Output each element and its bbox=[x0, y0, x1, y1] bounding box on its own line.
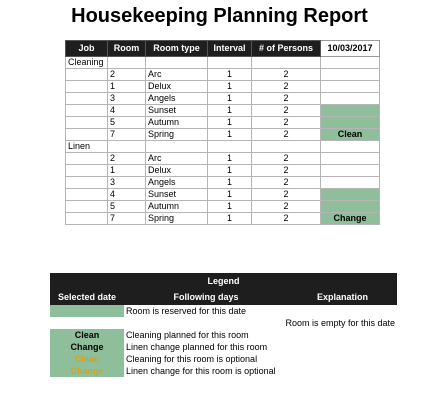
room-type-cell: Autumn bbox=[146, 201, 208, 213]
job-cell bbox=[66, 117, 108, 129]
planning-table bbox=[65, 40, 380, 225]
persons-cell: 2 bbox=[252, 201, 321, 213]
persons-cell: 2 bbox=[252, 117, 321, 129]
room-cell: 1 bbox=[108, 165, 146, 177]
room-cell: 7 bbox=[108, 129, 146, 141]
date-status-cell[interactable] bbox=[321, 153, 380, 165]
room-type-cell: Spring bbox=[146, 213, 208, 225]
empty-cell bbox=[108, 57, 146, 69]
table-row bbox=[66, 189, 380, 201]
table-body bbox=[66, 57, 380, 225]
interval-cell: 1 bbox=[208, 213, 252, 225]
empty-cell bbox=[208, 57, 252, 69]
interval-cell: 1 bbox=[208, 201, 252, 213]
room-cell: 1 bbox=[108, 81, 146, 93]
date-status-cell[interactable] bbox=[321, 93, 380, 105]
header-date: 10/03/2017 bbox=[321, 41, 380, 57]
table-row bbox=[66, 117, 380, 129]
persons-cell: 2 bbox=[252, 129, 321, 141]
table-row bbox=[66, 165, 380, 177]
interval-cell: 1 bbox=[208, 165, 252, 177]
interval-cell: 1 bbox=[208, 153, 252, 165]
group-label: Linen bbox=[66, 141, 108, 153]
header-interval: Interval bbox=[208, 41, 252, 57]
job-cell bbox=[66, 213, 108, 225]
empty-cell bbox=[252, 141, 321, 153]
header-room-type: Room type bbox=[146, 41, 208, 57]
legend-swatch: Clean bbox=[50, 353, 124, 365]
empty-cell bbox=[146, 141, 208, 153]
date-status-cell[interactable] bbox=[321, 177, 380, 189]
date-status-cell[interactable] bbox=[321, 117, 380, 129]
job-cell bbox=[66, 69, 108, 81]
empty-cell bbox=[252, 57, 321, 69]
room-cell: 3 bbox=[108, 177, 146, 189]
legend-row bbox=[50, 329, 397, 341]
table-row bbox=[66, 213, 380, 225]
interval-cell: 1 bbox=[208, 93, 252, 105]
room-type-cell: Spring bbox=[146, 129, 208, 141]
table-row bbox=[66, 69, 380, 81]
persons-cell: 2 bbox=[252, 189, 321, 201]
job-cell bbox=[66, 105, 108, 117]
room-cell: 7 bbox=[108, 213, 146, 225]
interval-cell: 1 bbox=[208, 69, 252, 81]
legend-swatch bbox=[50, 305, 124, 317]
empty-cell bbox=[108, 141, 146, 153]
group-row bbox=[66, 57, 380, 69]
legend-col-selected: Selected date bbox=[50, 289, 124, 305]
room-cell: 5 bbox=[108, 117, 146, 129]
room-type-cell: Sunset bbox=[146, 105, 208, 117]
date-status-cell[interactable]: Change bbox=[321, 213, 380, 225]
legend-swatch: Clean bbox=[50, 329, 124, 341]
interval-cell: 1 bbox=[208, 117, 252, 129]
empty-cell bbox=[208, 141, 252, 153]
persons-cell: 2 bbox=[252, 153, 321, 165]
persons-cell: 2 bbox=[252, 177, 321, 189]
legend-swatch: Change bbox=[50, 341, 124, 353]
job-cell bbox=[66, 93, 108, 105]
legend-row bbox=[50, 305, 397, 317]
legend-text: Linen change planned for this room bbox=[126, 342, 268, 352]
interval-cell: 1 bbox=[208, 189, 252, 201]
report-title: Housekeeping Planning Report bbox=[71, 5, 368, 27]
legend-text: Linen change for this room is optional bbox=[126, 366, 276, 376]
group-label: Cleaning bbox=[66, 57, 108, 69]
table-row bbox=[66, 81, 380, 93]
room-type-cell: Angels bbox=[146, 177, 208, 189]
legend-row bbox=[50, 317, 397, 329]
persons-cell: 2 bbox=[252, 69, 321, 81]
room-type-cell: Delux bbox=[146, 81, 208, 93]
room-type-cell: Autumn bbox=[146, 117, 208, 129]
table-row bbox=[66, 153, 380, 165]
header-job: Job bbox=[66, 41, 108, 57]
empty-cell bbox=[146, 57, 208, 69]
empty-cell bbox=[321, 141, 380, 153]
table-header-row bbox=[66, 41, 380, 57]
room-cell: 2 bbox=[108, 69, 146, 81]
legend-text: Room is reserved for this date bbox=[126, 306, 247, 316]
table-row bbox=[66, 105, 380, 117]
persons-cell: 2 bbox=[252, 213, 321, 225]
date-status-cell[interactable] bbox=[321, 81, 380, 93]
legend-text: Room is empty for this date bbox=[285, 318, 395, 328]
room-cell: 2 bbox=[108, 153, 146, 165]
empty-cell bbox=[321, 57, 380, 69]
table-row bbox=[66, 129, 380, 141]
persons-cell: 2 bbox=[252, 165, 321, 177]
job-cell bbox=[66, 129, 108, 141]
room-cell: 4 bbox=[108, 105, 146, 117]
date-status-cell[interactable] bbox=[321, 105, 380, 117]
date-status-cell[interactable] bbox=[321, 201, 380, 213]
table-row bbox=[66, 93, 380, 105]
persons-cell: 2 bbox=[252, 93, 321, 105]
legend-row bbox=[50, 365, 397, 377]
legend-col-following: Following days bbox=[124, 289, 288, 305]
date-status-cell[interactable]: Clean bbox=[321, 129, 380, 141]
legend-text: Cleaning planned for this room bbox=[126, 330, 249, 340]
table-row bbox=[66, 177, 380, 189]
legend-row bbox=[50, 353, 397, 365]
persons-cell: 2 bbox=[252, 81, 321, 93]
interval-cell: 1 bbox=[208, 105, 252, 117]
room-cell: 3 bbox=[108, 93, 146, 105]
legend-body bbox=[50, 305, 397, 377]
interval-cell: 1 bbox=[208, 177, 252, 189]
interval-cell: 1 bbox=[208, 81, 252, 93]
date-status-cell[interactable] bbox=[321, 189, 380, 201]
job-cell bbox=[66, 189, 108, 201]
legend-text: Cleaning for this room is optional bbox=[126, 354, 258, 364]
header-persons: # of Persons bbox=[252, 41, 321, 57]
date-status-cell[interactable] bbox=[321, 69, 380, 81]
header-room: Room bbox=[108, 41, 146, 57]
room-type-cell: Angels bbox=[146, 93, 208, 105]
date-status-cell[interactable] bbox=[321, 165, 380, 177]
room-cell: 4 bbox=[108, 189, 146, 201]
legend-row bbox=[50, 341, 397, 353]
legend-title: Legend bbox=[50, 273, 397, 289]
job-cell bbox=[66, 153, 108, 165]
room-cell: 5 bbox=[108, 201, 146, 213]
job-cell bbox=[66, 201, 108, 213]
legend-col-explanation: Explanation bbox=[288, 289, 397, 305]
legend-table bbox=[50, 273, 397, 377]
table-row bbox=[66, 201, 380, 213]
persons-cell: 2 bbox=[252, 105, 321, 117]
interval-cell: 1 bbox=[208, 129, 252, 141]
room-type-cell: Arc bbox=[146, 153, 208, 165]
job-cell bbox=[66, 165, 108, 177]
room-type-cell: Sunset bbox=[146, 189, 208, 201]
job-cell bbox=[66, 81, 108, 93]
group-row bbox=[66, 141, 380, 153]
legend-swatch: Change bbox=[50, 365, 124, 377]
room-type-cell: Arc bbox=[146, 69, 208, 81]
room-type-cell: Delux bbox=[146, 165, 208, 177]
job-cell bbox=[66, 177, 108, 189]
